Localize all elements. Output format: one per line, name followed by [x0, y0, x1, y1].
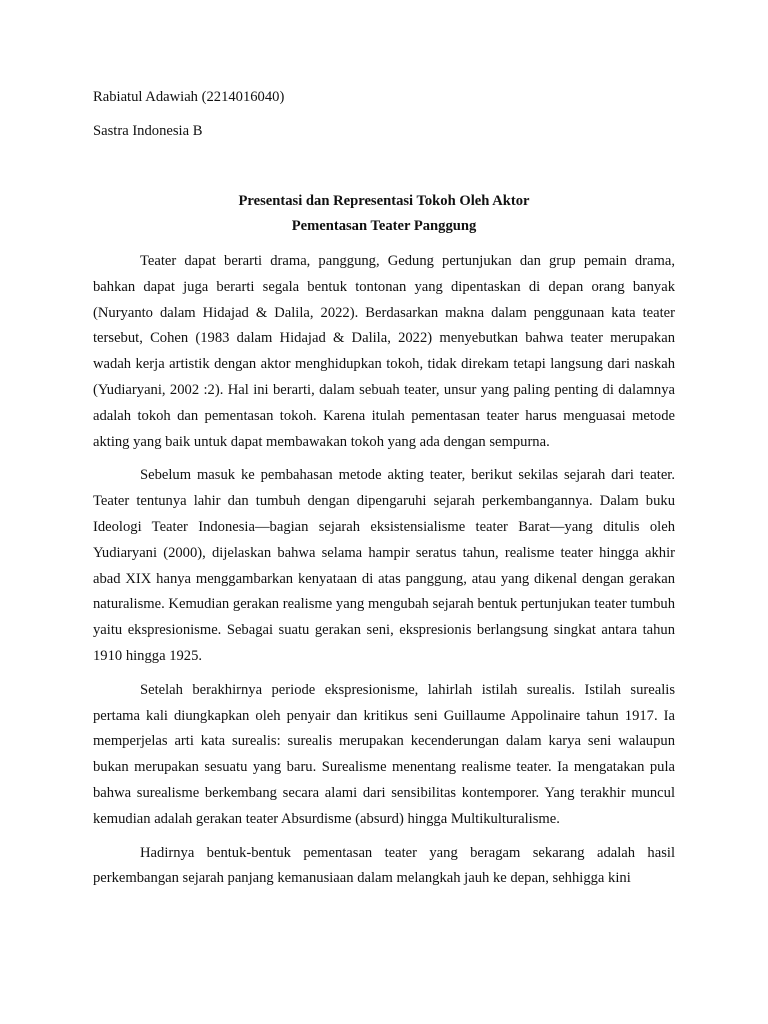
paragraph: Hadirnya bentuk-bentuk pementasan teater yang beragam sekarang adalah hasil perkembangan sejarah panjang kemanusiaan dalam melangkah jauh ke depan, sehhigga kini [93, 844, 675, 887]
title-line-2: Pementasan Teater Panggung [291, 218, 477, 234]
paragraph: Setelah berakhirnya periode ekspresionisme, lahirlah istilah surealis. Istilah surealis pertama kali diungkapkan oleh penyair dan kritikus seni Guillaume Appolinaire tahun 1917. Ia memperjelas arti kata surealis: surealis merupakan kecenderungan dalam karya seni walaupun bukan merupakan sesuatu yang baru. Surealisme menentang realisme teater. Ia mengatakan pula bahwa surealisme berkembang secara alami dari sensibilitas kontemporer. Yang terakhir muncul kemudian adalah gerakan teater Absurdisme (absurd) hingga Multikulturalisme. [93, 681, 675, 827]
document-title [93, 189, 675, 239]
paragraph: Sebelum masuk ke pembahasan metode akting teater, berikut sekilas sejarah dari teater. Teater tentunya lahir dan tumbuh dengan dipengaruhi sejarah perkembangannya. Dalam buku Ideologi Teater Indonesia—bagian sejarah eksistensialisme teater Barat—yang ditulis oleh Yudiaryani (2000), dijelaskan bahwa selama hampir seratus tahun, realisme teater hingga akhir abad XIX hanya menggambarkan kenyataan di atas panggung, atau yang dikenal dengan gerakan naturalisme. Kemudian gerakan realisme yang mengubah sejarah bentuk pertunjukan teater tumbuh yaitu ekspresionisme. Sebagai suatu gerakan seni, ekspresionis berlangsung singkat antara tahun 1910 hingga 1925. [93, 467, 675, 664]
title-line-1: Presentasi dan Representasi Tokoh Oleh Aktor [238, 193, 530, 209]
class-line: Sastra Indonesia B [93, 123, 203, 139]
body-text [93, 249, 675, 900]
author-line: Rabiatul Adawiah (2214016040) [93, 89, 285, 105]
paragraph: Teater dapat berarti drama, panggung, Gedung pertunjukan dan grup pemain drama, bahkan dapat juga berarti segala bentuk tontonan yang dipentaskan di depan orang banyak (Nuryanto dalam Hidajad & Dalila, 2022). Berdasarkan makna dalam penggunaan kata teater tersebut, Cohen (1983 dalam Hidajad & Dalila, 2022) menyebutkan bahwa teater merupakan wadah kerja artistik dengan aktor menghidupkan tokoh, tidak direkam tetapi langsung dari naskah (Yudiaryani, 2002 :2). Hal ini berarti, dalam sebuah teater, unsur yang paling penting di dalamnya adalah tokoh dan pementasan tokoh. Karena itulah pementasan teater harus menguasai metode akting yang baik untuk dapat membawakan tokoh yang ada dengan sempurna. [93, 253, 675, 450]
